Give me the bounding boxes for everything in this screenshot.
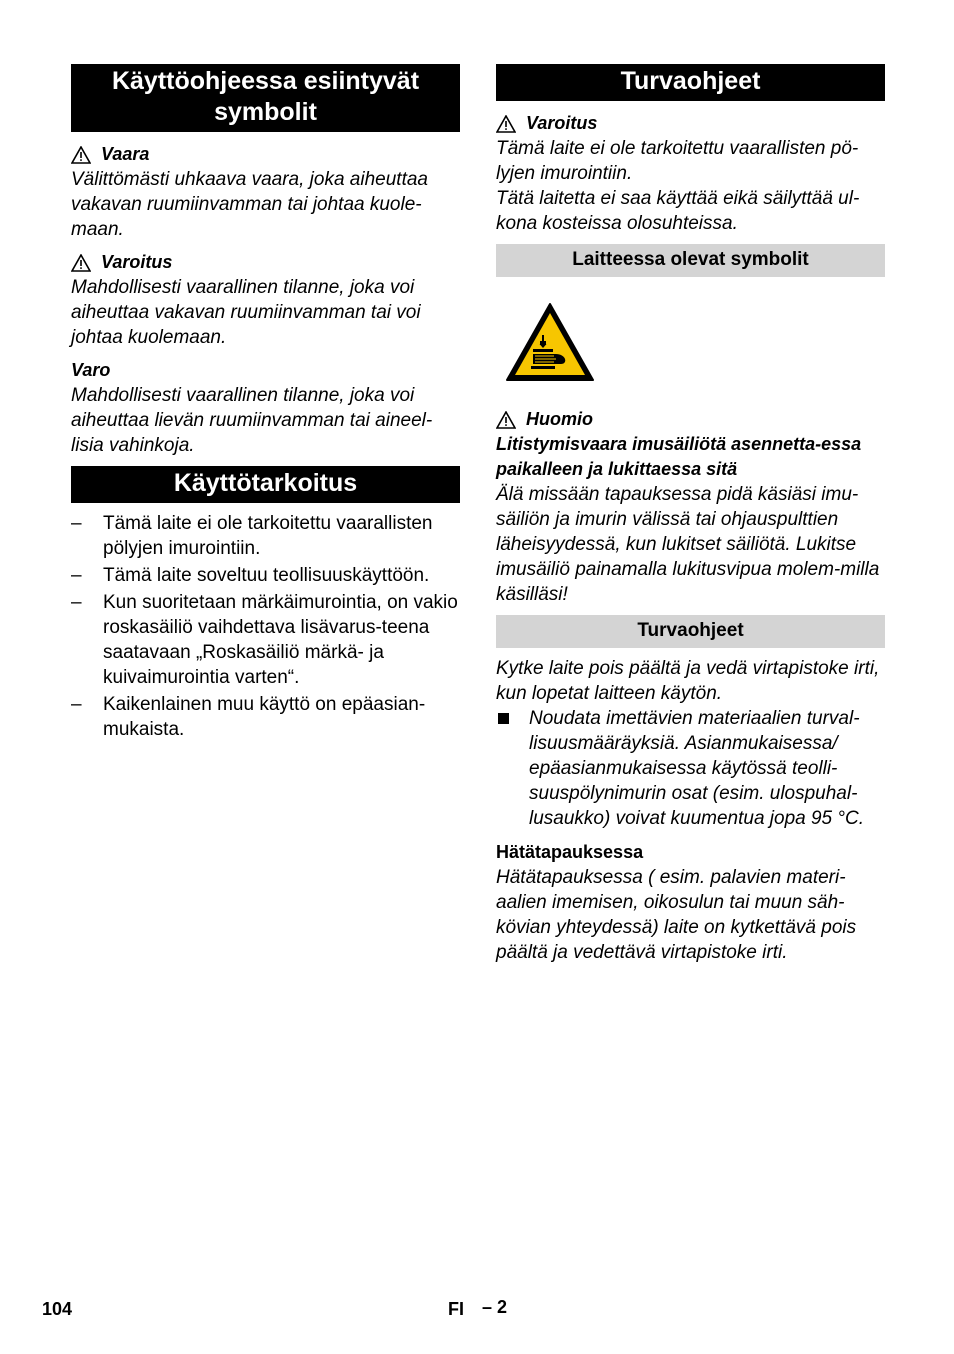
language-code: FI xyxy=(448,1299,464,1319)
attention-text: Älä missään tapauksessa pidä käsiäsi imu-säiliön ja imurin välissä tai ohjauspulttien läheisyydessä, kun lukitset säiliötä. Lukitse imusäiliö painamalla lukitusvipua molem-milla käsilläsi! xyxy=(496,484,880,605)
purpose-heading: Käyttötarkoitus xyxy=(71,466,460,503)
safety-list xyxy=(496,706,885,831)
danger-title xyxy=(71,142,460,167)
safety-heading: Turvaohjeet xyxy=(496,64,885,101)
right-column xyxy=(496,64,885,965)
safety-subheading: Turvaohjeet xyxy=(496,615,885,648)
attention-title xyxy=(496,407,885,432)
list-item: – Tämä laite ei ole tarkoitettu vaarallisten pölyjen imurointiin. xyxy=(71,513,433,559)
purpose-list xyxy=(71,511,460,742)
warning-text: Mahdollisesti vaarallinen tilanne, joka voi aiheuttaa vakavan ruumiinvamman tai voi johtaa kuolemaan. xyxy=(71,277,421,348)
sign-container xyxy=(496,277,885,407)
caution-text: Mahdollisesti vaarallinen tilanne, joka voi aiheuttaa lievän ruumiinvamman tai aineel-lisia vahinkoja. xyxy=(71,385,433,456)
device-symbols-heading: Laitteessa olevat symbolit xyxy=(496,244,885,277)
emergency-heading: Hätätapauksessa xyxy=(496,842,644,862)
warning-text-1: Tämä laite ei ole tarkoitettu vaarallisten pö-lyjen imurointiin. xyxy=(496,138,859,184)
square-bullet-icon xyxy=(498,713,509,724)
list-item: – Kaikenlainen muu käyttö on epäasian-mukaista. xyxy=(71,694,426,740)
emergency-text: Hätätapauksessa ( esim. palavien materi-aalien imemisen, oikosulun tai muun säh-kövian yhteydessä) laite on kytkettävä pois päältä ja vedettävä virtapistoke irti. xyxy=(496,867,857,963)
warning-triangle-icon xyxy=(71,254,91,272)
danger-text: Välittömästi uhkaava vaara, joka aiheuttaa vakavan ruumiinvamman tai johtaa kuole-maan. xyxy=(71,169,428,240)
warning-title-text: Varoitus xyxy=(101,252,173,272)
page-number: 104 xyxy=(42,1299,73,1319)
caution-title xyxy=(71,358,460,383)
warning-text-2: Tätä laitetta ei saa käyttää eikä säilyttää ul-kona kosteissa olosuhteissa. xyxy=(496,188,860,234)
left-column xyxy=(71,64,460,744)
attention-bold-text: Litistymisvaara imusäiliötä asennetta-essa paikalleen ja lukittaessa sitä xyxy=(496,434,862,479)
list-item: – Tämä laite soveltuu teollisuuskäyttöön. xyxy=(71,565,430,586)
list-item: – Kun suoritetaan märkäimurointia, on vakio roskasäiliö vaihdettava lisävarus-teena saatavaan „Roskasäiliö märkä- ja kuivaimurointia varten“. xyxy=(71,592,458,688)
warning-triangle-icon xyxy=(496,411,516,429)
safety-text: Kytke laite pois päältä ja vedä virtapistoke irti, kun lopetat laitteen käytön. xyxy=(496,658,880,704)
warning-title-text: Varoitus xyxy=(526,113,598,133)
warning-triangle-icon xyxy=(496,115,516,133)
caution-title-text: Varo xyxy=(71,360,111,380)
sub-page-number: – 2 xyxy=(482,1297,508,1317)
hand-crush-warning-sign-icon xyxy=(504,301,596,383)
warning-title xyxy=(71,250,460,275)
symbols-heading: Käyttöohjeessa esiintyvät symbolit xyxy=(71,64,460,132)
warning-title xyxy=(496,111,885,136)
danger-title-text: Vaara xyxy=(101,144,150,164)
warning-triangle-icon xyxy=(71,146,91,164)
attention-title-text: Huomio xyxy=(526,409,593,429)
list-item: Noudata imettävien materiaalien turval-lisuusmääräyksiä. Asianmukaisessa/ epäasianmukaisessa käytössä teolli-suuspölynimurin osat (esim. ulospuhal-lusaukko) voivat kuumentua jopa 95 °C. xyxy=(496,706,885,831)
